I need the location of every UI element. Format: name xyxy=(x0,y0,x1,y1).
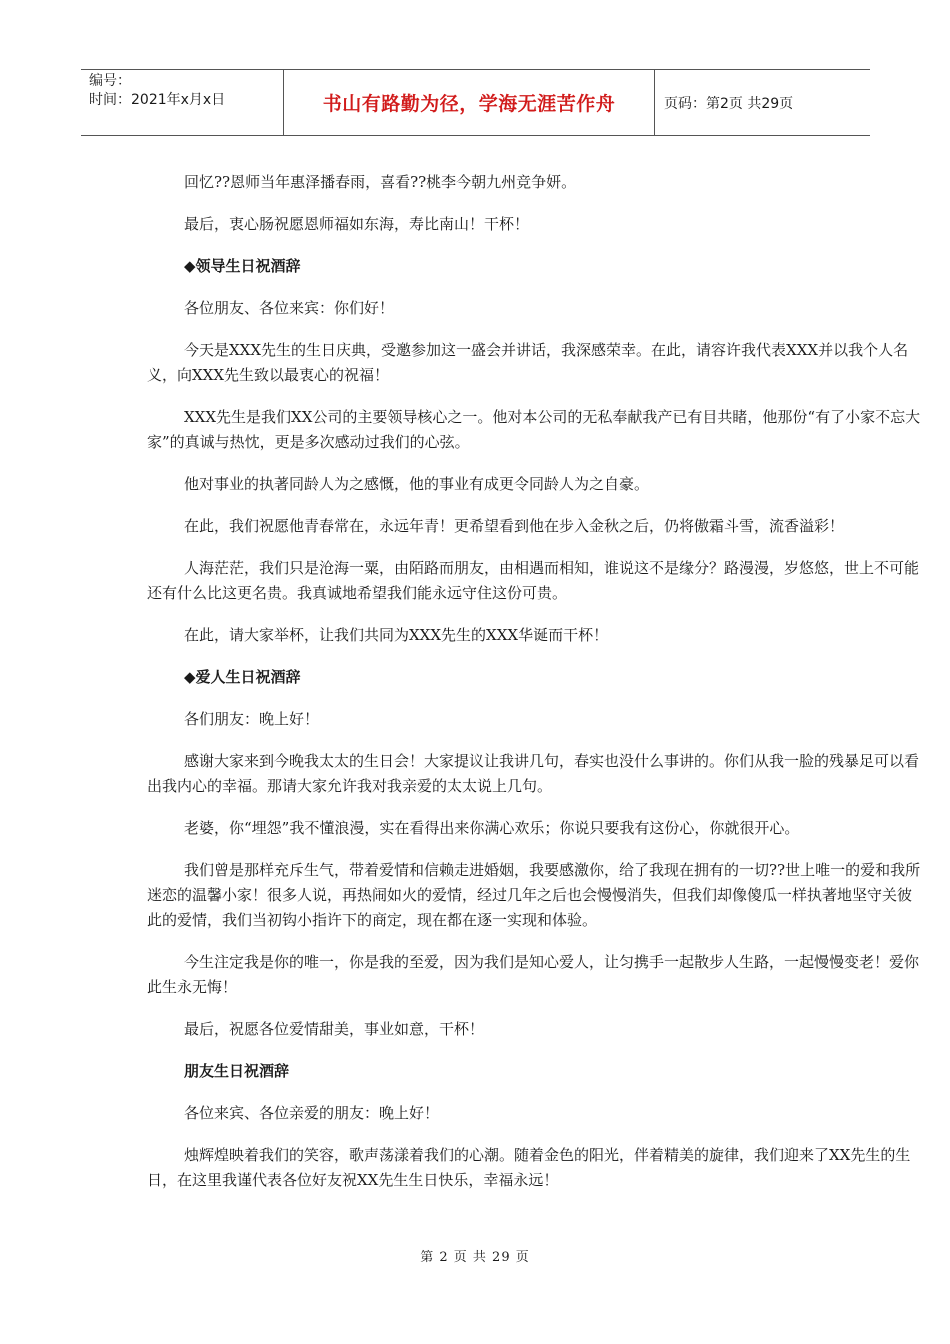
page-footer: 第 2 页 共 29 页 xyxy=(420,1250,530,1265)
header-motto-cell xyxy=(283,70,655,135)
body-paragraph: 老婆，你“埋怨”我不懂浪漫，实在看得出来你满心欢乐；你说只要我有这份心，你就很开心。 xyxy=(184,819,800,837)
section-heading: ◆领导生日祝酒辞 xyxy=(184,257,301,275)
section-heading: ◆爱人生日祝酒辞 xyxy=(184,668,301,686)
body-paragraph: 最后，衷心肠祝愿恩师福如东海，寿比南山！干杯！ xyxy=(184,215,530,233)
body-paragraph: 在此，我们祝愿他青春常在，永远年青！更希望看到他在步入金秋之后，仍将傲霜斗雪，流香溢彩！ xyxy=(184,517,845,535)
body-paragraph: 烛辉煌映着我们的笑容，歌声荡漾着我们的心潮。随着金色的阳光，伴着精美的旋律，我们迎来了XX先生的生日，在这里我谨代表各位好友祝XX先生生日快乐，幸福永远！ xyxy=(147,1146,911,1189)
body-paragraph: 今生注定我是你的唯一，你是我的至爱，因为我们是知心爱人，让匀携手一起散步人生路，一起慢慢变老！爱你此生永无悔！ xyxy=(147,953,920,996)
body-paragraph: 回忆??恩师当年惠泽播春雨，喜看??桃李今朝九州竞争妍。 xyxy=(184,173,577,191)
document-number-label: 编号： xyxy=(89,73,131,89)
body-paragraph: 各们朋友：晚上好！ xyxy=(184,710,320,728)
header-page-info-cell xyxy=(655,70,870,135)
body-paragraph: 今天是XXX先生的生日庆典，受邀参加这一盛会并讲话，我深感荣幸。在此，请容许我代表XXX并以我个人名义，向XXX先生致以最衷心的祝福！ xyxy=(147,341,909,384)
header-motto: 书山有路勤为径，学海无涯苦作舟 xyxy=(322,93,616,115)
body-paragraph: XXX先生是我们XX公司的主要领导核心之一。他对本公司的无私奉献我产已有目共睹，他那份“有了小家不忘大家”的真诚与热忱，更是多次感动过我们的心弦。 xyxy=(147,408,921,451)
body-paragraph: 我们曾是那样充斥生气，带着爱情和信赖走进婚姻，我要感激你，给了我现在拥有的一切??世上唯一的爱和我所迷恋的温馨小家！很多人说，再热闹如火的爱情，经过几年之后也会慢慢消失，但我们却像傻瓜一样执著地坚守关彼此的爱情，我们当初钩小指许下的商定，现在都在逐一实现和体验。 xyxy=(147,861,921,929)
body-paragraph: 感谢大家来到今晚我太太的生日会！大家提议让我讲几句，春实也没什么事讲的。你们从我一脸的残暴足可以看出我内心的幸福。那请大家允许我对我亲爱的太太说上几句。 xyxy=(147,752,920,795)
body-paragraph: 各位朋友、各位来宾：你们好！ xyxy=(184,299,395,317)
body-paragraph: 最后，祝愿各位爱情甜美，事业如意，干杯！ xyxy=(184,1020,485,1038)
page-header xyxy=(81,69,870,136)
header-page-info: 页码：第2页 共29页 xyxy=(664,95,794,112)
body-paragraph: 人海茫茫，我们只是沧海一粟，由陌路而朋友，由相遇而相知，谁说这不是缘分？路漫漫，岁悠悠，世上不可能还有什么比这更名贵。我真诚地希望我们能永远守住这份可贵。 xyxy=(147,559,920,602)
body-paragraph: 在此，请大家举杯，让我们共同为XXX先生的XXX华诞而干杯！ xyxy=(184,626,609,644)
document-body xyxy=(147,170,922,1210)
header-meta xyxy=(81,70,283,135)
section-heading: 朋友生日祝酒辞 xyxy=(184,1062,290,1080)
body-paragraph: 他对事业的执著同龄人为之感慨，他的事业有成更令同龄人为之自豪。 xyxy=(184,475,650,493)
body-paragraph: 各位来宾、各位亲爱的朋友：晚上好！ xyxy=(184,1104,440,1122)
document-time-label: 时间：2021年x月x日 xyxy=(89,92,226,108)
